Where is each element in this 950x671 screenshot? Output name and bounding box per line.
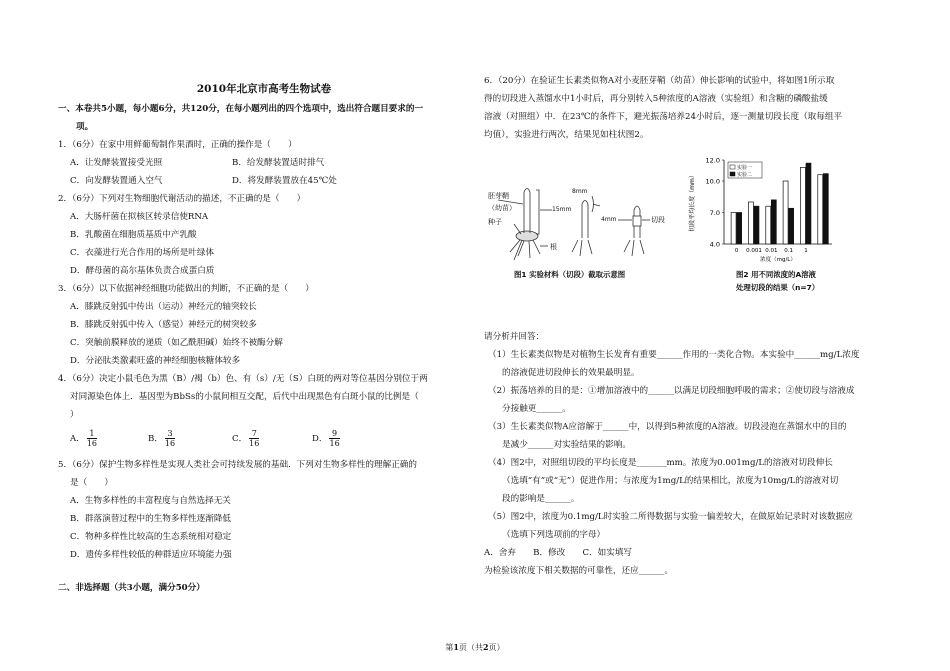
figure-1 [484,180,674,280]
q2-stem: 2．（6分）下列对生物细胞代谢活动的描述，不正确的是（ ） [58,194,306,204]
label-seedling-paren: （幼苗） [488,204,516,212]
q6-part2: （2）振荡培养的目的是：①增加溶液中的______以满足切段细胞呼吸的需求；②使切段与溶液成 [488,386,855,396]
q5-option-b: B．群落演替过程中的生物多样性逐渐降低 [70,514,232,524]
q6-stem: 6．（20分）在验证生长素类似物A对小麦胚芽鞘（幼苗）伸长影响的试验中，将如图1所示取 [484,76,835,86]
x-tick-label: 0 [734,248,739,254]
q6-part5-end: 为检验该浓度下相关数据的可靠性，还应______。 [484,566,674,576]
q5-stem: 5．（6分）保护生物多样性是实现人类社会可持续发展的基础．下列对生物多样性的理解正确的 [58,460,417,470]
legend-label: 实验二 [737,172,753,178]
q1-option-c: C．向发酵装置通入空气 [70,176,163,186]
label-segment: 切段 [651,216,665,224]
bar-exp2 [806,163,811,244]
q5-option-c: C．物种多样性比较高的生态系统相对稳定 [70,532,232,542]
label-4mm: 4mm [601,216,617,223]
q1-option-b: B．给发酵装置适时排气 [232,158,325,168]
figure-1-caption: 图1 实验材料（切段）截取示意图 [514,270,626,279]
y-tick-label: 10.0 [705,177,720,186]
y-tick-label: 7.0 [709,209,720,217]
q1-stem: 1．（6分）在家中用鲜葡萄制作果酒时，正确的操作是（ ） [58,140,297,150]
section1-heading: 一、本卷共5小题，每小题6分，共120分，在每小题列出的四个选项中，选出符合题目要求的一 [58,104,424,114]
x-axis-label: 浓度（mg/L） [760,257,796,263]
y-tick-label: 4.0 [709,240,720,249]
figure-2 [684,152,844,297]
q6-part1: （1）生长素类似物是对植物生长发育有重要______作用的一类化合物。本实验中______mg/L浓度 [488,350,860,360]
figure-2-caption-2: 处理切段的结果（n=7） [736,283,820,292]
q6-stem-4: 均值），实验进行两次，结果见如柱状图2。 [484,130,649,140]
q6-part5-options: A．舍弃 B．修改 C．如实填写 [484,548,633,558]
q6-part4: （4）图2中，对照组切段的平均长度是_______mm。浓度为0.001mg/L的溶液对切段伸长 [488,458,833,468]
q3-option-b: B．膝跳反射弧中传入（感觉）神经元的树突较多 [70,320,257,330]
q4-stem: 4．（6分）决定小鼠毛色为黑（B）/褐（b）色、有（s）/无（S）白斑的两对等位基因分别位于两 [58,374,428,384]
bar-exp1 [731,213,736,245]
q6-part1-cont: 的溶液促进切段伸长的效果最明显。 [502,368,640,378]
q6-part4-cont: （选填“有”或“无”）促进作用；与浓度为1mg/L的结果相比，浓度为10mg/L的溶液对切 [502,476,839,486]
q4-option-a: A． $\frac{1}{16}$ [70,429,97,448]
q2-option-c: C．衣藻进行光合作用的场所是叶绿体 [70,248,215,258]
legend-label: 实验一 [737,165,753,171]
label-15mm: 15mm [552,206,572,213]
section1-heading-cont: 项。 [76,122,94,132]
q5-option-d: D．遗传多样性较低的种群适应环境能力强 [70,550,232,560]
q4-stem-end: ） [70,410,79,420]
q6-part3: （3）生长素类似物A应溶解于______中，以得到5种浓度的A溶液。切段浸泡在蒸馏水中的目的 [488,422,847,432]
legend-swatch [730,165,735,169]
q6-part2-cont: 分接触更______。 [502,404,571,414]
q5-option-a: A．生物多样性的丰富程度与自然选择无关 [70,496,231,506]
q4-option-c: C． $\frac{7}{16}$ [232,429,260,448]
q4-stem-cont: 对同源染色体上．基因型为BbSs的小鼠间相互交配，后代中出现黑色有白斑小鼠的比例是（ [70,392,419,402]
bar-exp2 [737,213,742,245]
q6-intro: 请分析并回答： [484,332,545,342]
label-seedling: 胚芽鞘 [488,192,509,200]
q2-option-d: D．酵母菌的高尔基体负责合成蛋白质 [70,266,215,276]
q6-part3-cont: 是减少______对实验结果的影响。 [502,440,631,450]
q6-part5-cont: （选填下列选项前的字母） [502,530,606,540]
bar-exp1 [766,206,771,244]
bar-exp2 [823,174,828,244]
q3-option-a: A．膝跳反射弧中传出（运动）神经元的轴突较长 [70,302,257,312]
paper-title: 2010年北京市高考生物试卷 [196,83,332,95]
page-total: 2 [483,642,489,652]
q1-option-a: A．让发酵装置接受光照 [70,158,163,168]
q1-option-d: D．将发酵装置放在45℃处 [232,176,337,186]
bar-exp2 [789,208,794,244]
section2-heading: 二、非选择题（共3小题，满分50分） [58,583,205,593]
q6-stem-3: 溶液（对照组）中．在23℃的条件下，避光振荡培养24小时后，逐一测量切段长度（取每组平 [484,112,843,122]
bar-exp1 [800,167,805,244]
x-tick-label: 0.001 [746,248,762,254]
label-root: 根 [550,243,557,251]
q5-stem-cont: 是（ ） [70,478,113,488]
q4-option-d: D． $\frac{9}{16}$ [312,429,340,448]
bar-exp1 [818,175,823,244]
y-tick-label: 12.0 [705,156,720,165]
label-8mm: 8mm [572,188,588,195]
q6-part4-end: 段的影响是______。 [502,494,580,504]
bar-exp2 [771,200,776,244]
bar-exp1 [748,202,753,244]
x-tick-label: 1 [804,248,808,254]
x-tick-label: 0.1 [784,248,794,254]
page-footer: 第1页（共2页） [445,642,505,652]
q4-option-b: B． $\frac{3}{16}$ [148,429,176,448]
bar-chart [684,152,844,270]
bar-exp1 [783,181,788,244]
q6-part5: （5）图2中，浓度为0.1mg/L时实验二所得数据与实验一偏差较大，在做原始记录时对该数据应 [488,512,853,522]
legend-swatch [730,172,735,176]
page-number: 1 [453,642,459,652]
bar-exp2 [754,206,759,244]
figure-2-caption: 图2 用不同浓度的A溶液 [736,270,816,279]
q3-option-d: D．分泌肽类激素旺盛的神经细胞核糖体较多 [70,356,241,366]
q3-option-c: C．突触前膜释放的递质（如乙酰胆碱）始终不被酶分解 [70,338,283,348]
label-seed: 种子 [488,218,502,226]
q6-stem-2: 得的切段进入蒸馏水中1小时后，再分别转入5种浓度的A溶液（实验组）和含糖的磷酸盐缓 [484,94,828,104]
y-axis-label: 切段平均长度（mm） [689,172,696,232]
q2-option-a: A．大肠杆菌在拟核区转录信使RNA [70,212,209,222]
q2-option-b: B．乳酸菌在细胞质基质中产乳酸 [70,230,197,240]
q3-stem: 3．（6分）以下依据神经细胞功能做出的判断，不正确的是（ ） [58,284,314,294]
x-tick-label: 0.01 [765,248,778,254]
